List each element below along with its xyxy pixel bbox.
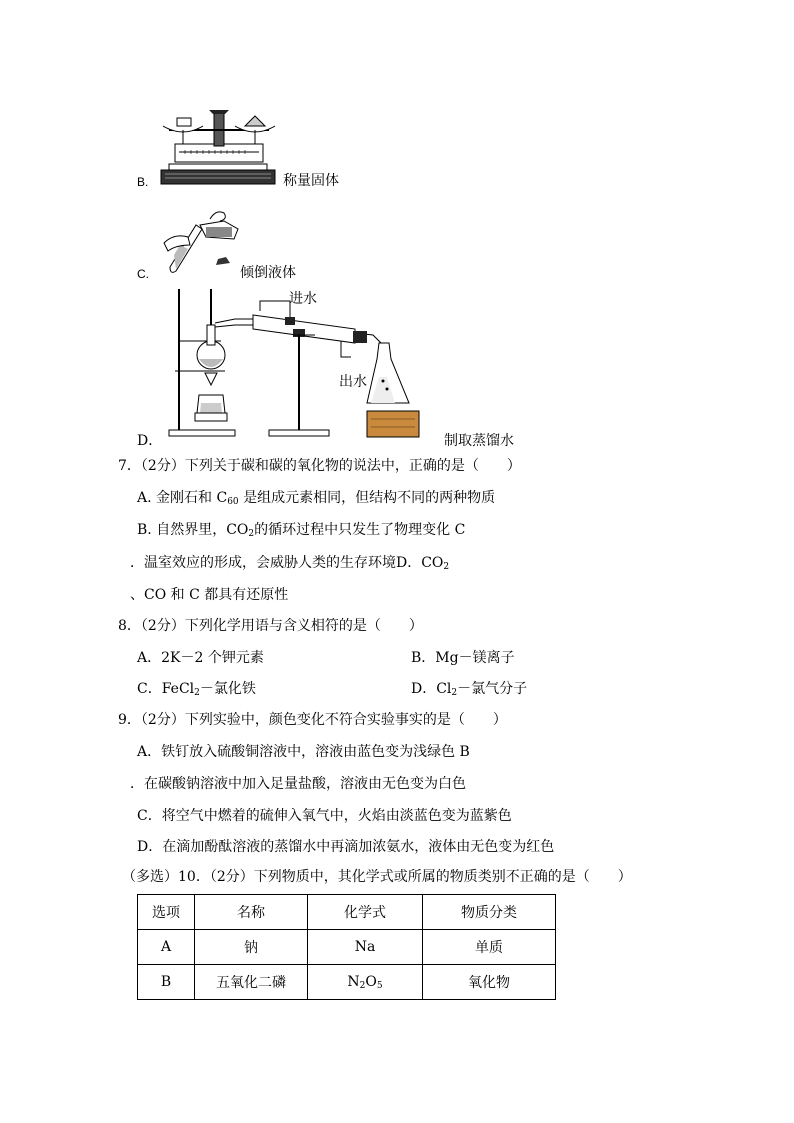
q7-option-a: A. 金刚石和 $C_{60}$ 是组成元素相同，但结构不同的两种物质 (137, 490, 496, 507)
table-row (138, 930, 556, 965)
figure-d-letter: D． (137, 433, 163, 449)
q7-stem: 7．（2分）下列关于碳和碳的氧化物的说法中，正确的是（ ） (118, 458, 521, 474)
q9-option-c: C．将空气中燃着的硫伸入氧气中，火焰由淡蓝色变为蓝紫色 (137, 808, 512, 824)
distillation-apparatus-illustration (165, 285, 450, 440)
q8-option-a: A．2K－2 个钾元素 (137, 650, 264, 666)
table-cell: $N_2O_5$ (308, 965, 423, 1000)
header-cell: 选项 (138, 895, 195, 930)
table-cell: Na (308, 930, 423, 965)
pouring-liquid-illustration (160, 205, 250, 275)
table-cell: 单质 (423, 930, 556, 965)
q9-option-d: D．在滴加酚酞溶液的蒸馏水中再滴加浓氨水，液体由无色变为红色 (137, 839, 555, 855)
substance-table (137, 894, 556, 1000)
table-cell: 氧化物 (423, 965, 556, 1000)
table-row (138, 965, 556, 1000)
table-header-row (138, 895, 556, 930)
figure-c-letter: C. (137, 267, 149, 281)
q8-option-b: B．Mg－镁离子 (411, 650, 515, 666)
table-cell: 五氧化二磷 (195, 965, 308, 1000)
table-cell: A (138, 930, 195, 965)
q8-option-c: C．FeCl$_2$－氯化铁 (137, 681, 256, 698)
q8-stem: 8．（2分）下列化学用语与含义相符的是（ ） (118, 618, 423, 634)
q10-stem: （多选）10．（2分）下列物质中，其化学式或所属的物质类别不正确的是（ ） (122, 869, 632, 885)
header-cell: 名称 (195, 895, 308, 930)
figure-d-caption: 制取蒸馏水 (444, 433, 514, 449)
figure-b-letter: B. (137, 175, 149, 189)
header-cell: 化学式 (308, 895, 423, 930)
q8-option-d: D．$Cl_2-$氯气分子 (411, 681, 528, 698)
q7-option-b: B. 自然界里，$CO_2$的循环过程中只发生了物理变化 C (137, 522, 466, 539)
figure-c-caption: 倾倒液体 (240, 265, 296, 281)
water-in-label: 进水 (289, 291, 317, 307)
table-cell: 钠 (195, 930, 308, 965)
q9-option-b: ．在碳酸钠溶液中加入足量盐酸，溶液由无色变为白色 (130, 776, 466, 792)
balance-illustration (155, 104, 285, 186)
q9-option-a: A．铁钉放入硫酸铜溶液中，溶液由蓝色变为浅绿色 B (137, 744, 470, 760)
q9-stem: 9．（2分）下列实验中，颜色变化不符合实验事实的是（ ） (118, 712, 507, 728)
q7-option-c: ．温室效应的形成，会威胁人类的生存环境D．$CO_2$ (130, 555, 450, 572)
water-out-label: 出水 (339, 374, 367, 390)
q7-option-d: 、CO 和 C 都具有还原性 (130, 587, 289, 603)
figure-b-caption: 称量固体 (283, 173, 339, 189)
header-cell: 物质分类 (423, 895, 556, 930)
table-cell: B (138, 965, 195, 1000)
